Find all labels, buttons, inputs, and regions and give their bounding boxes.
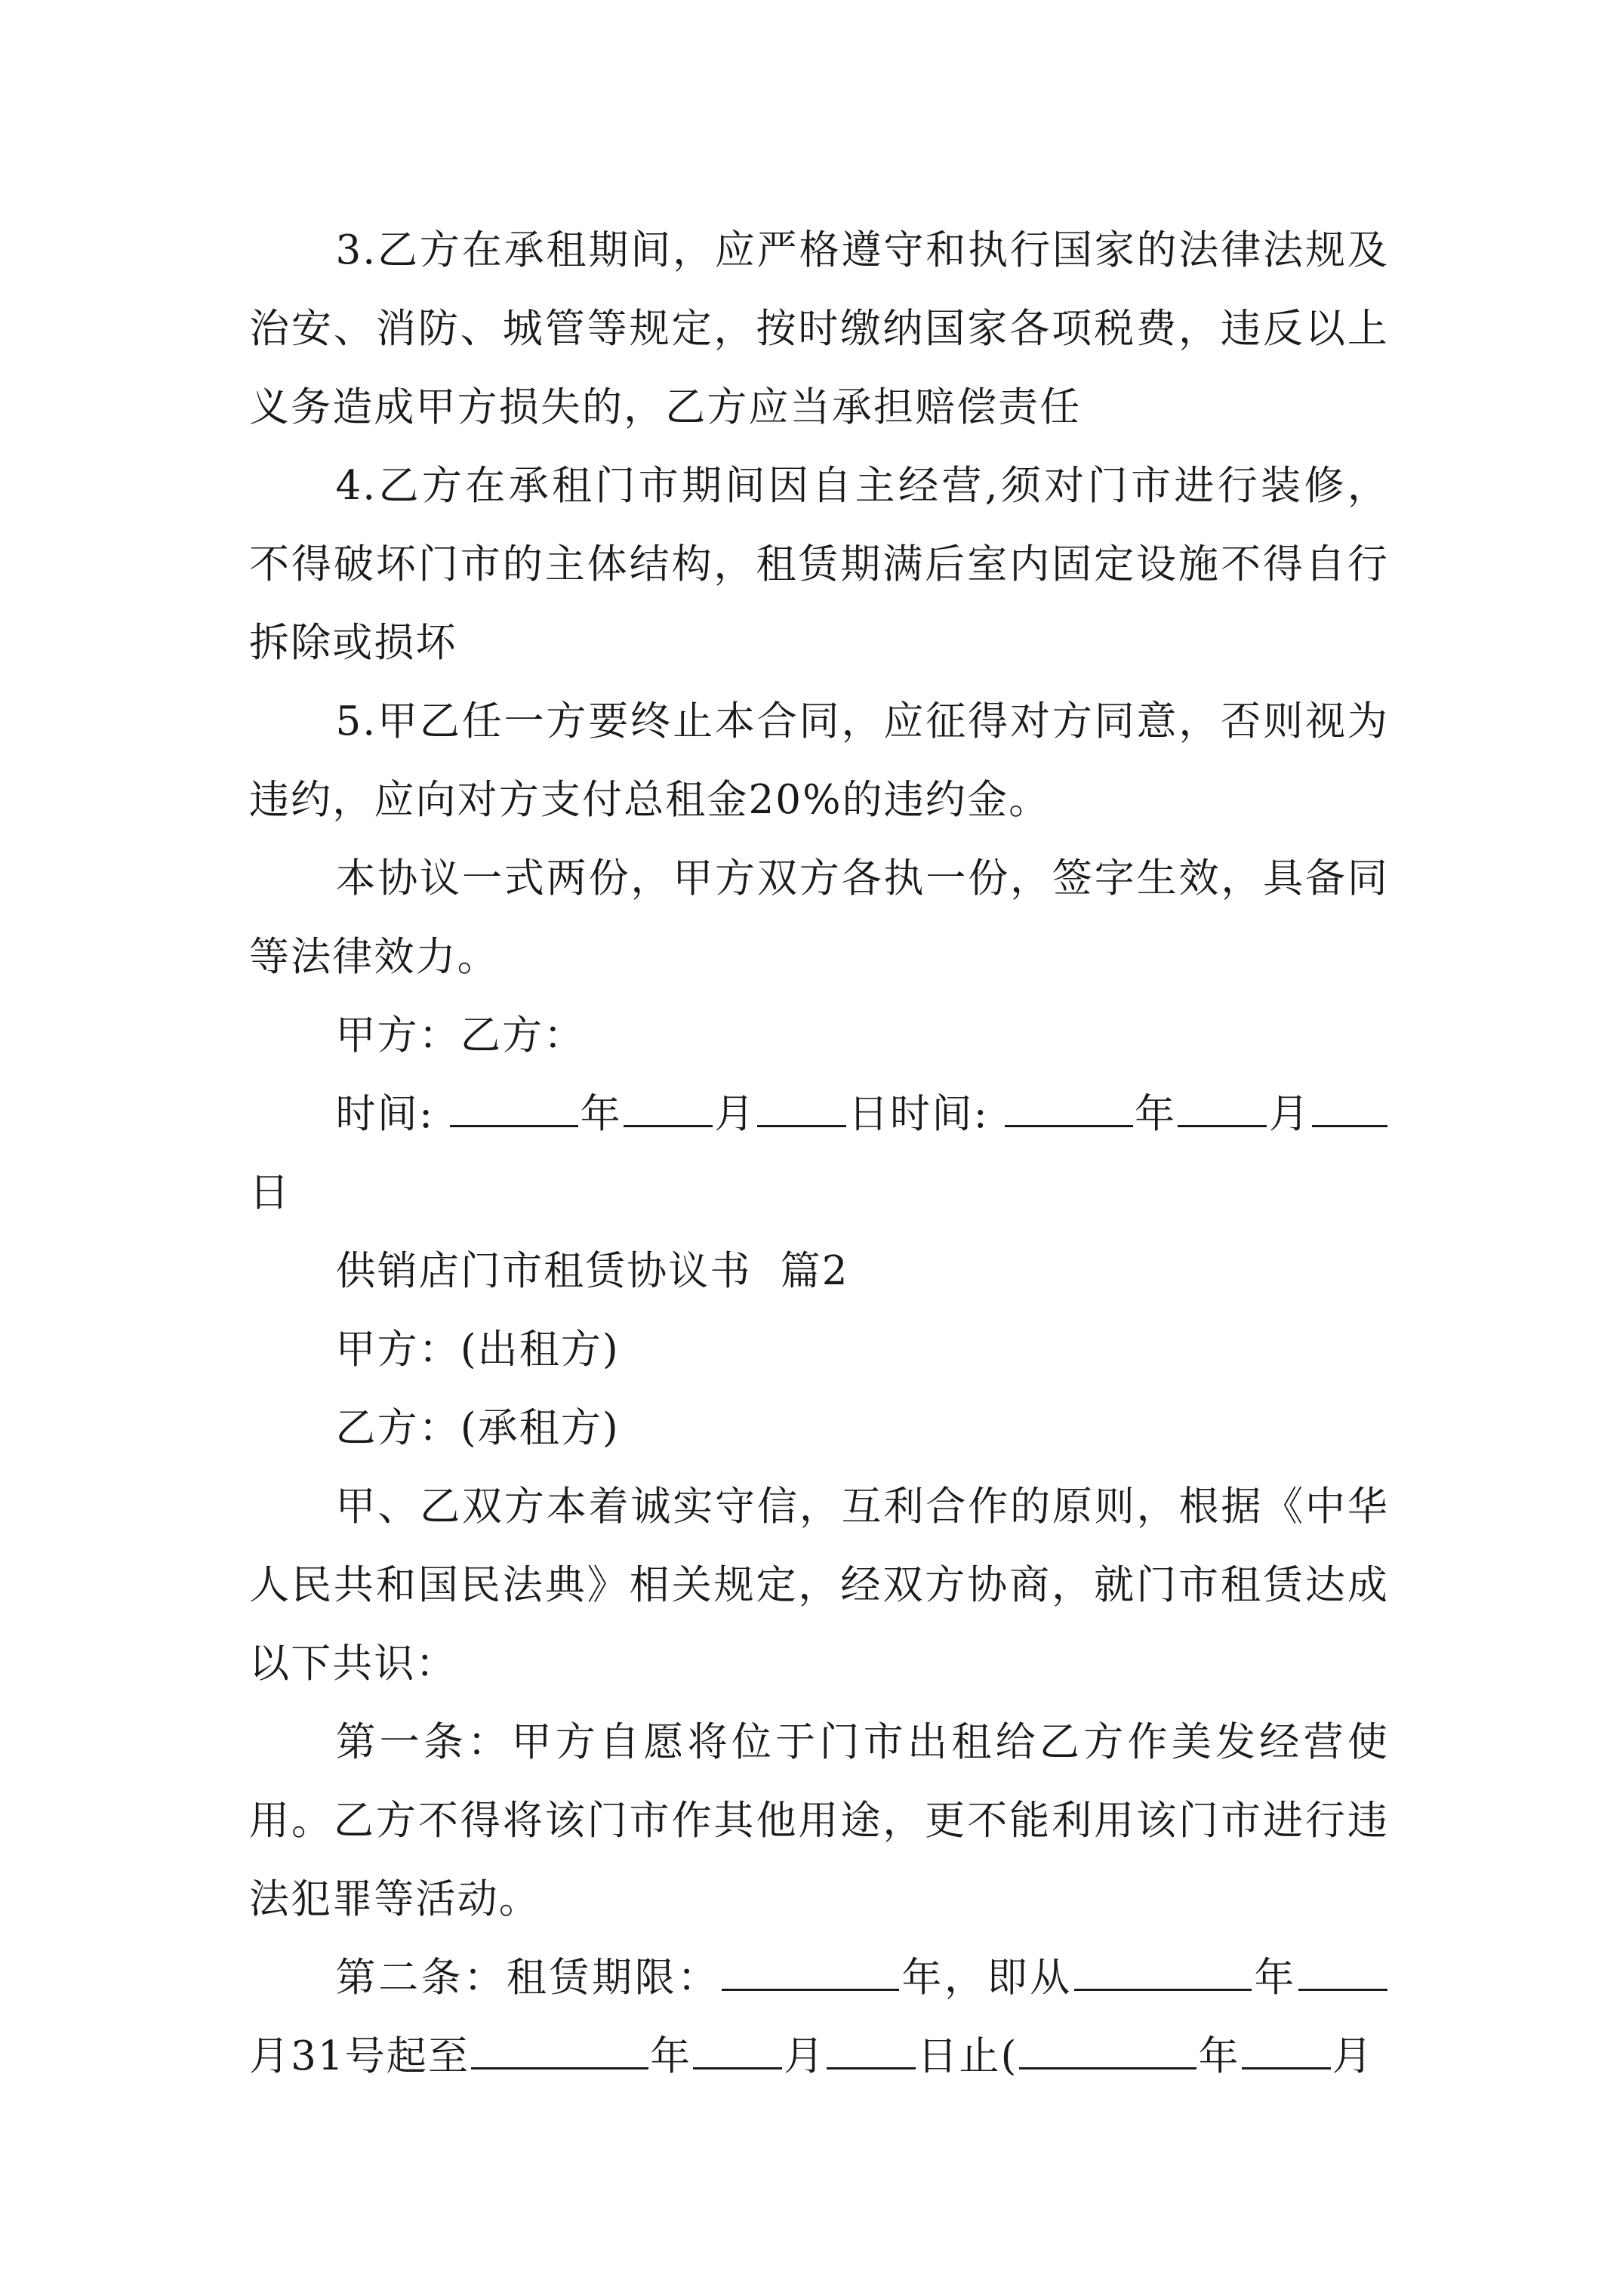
- blank-field: [722, 1951, 899, 1991]
- day-time-label: 日时间:: [848, 1091, 989, 1137]
- article-2: [249, 1939, 1389, 2096]
- blank-field: [471, 2029, 648, 2069]
- article-2-text: 年: [650, 2033, 692, 2079]
- blank-field: [1005, 1087, 1133, 1127]
- article-2-text: 月: [1332, 2033, 1374, 2079]
- blank-field: [1178, 1087, 1267, 1127]
- article-2-text: 年，即从: [900, 1955, 1073, 2001]
- year-label-1: 年: [580, 1091, 622, 1137]
- signature-parties: 甲方：乙方：: [335, 1012, 586, 1059]
- article-2-text: 日止(: [917, 2033, 1018, 2079]
- article-2-text: 月31号起至: [249, 2033, 470, 2079]
- article-2-prefix: 第二条：租赁期限：: [335, 1955, 720, 2001]
- month-label-2: 月: [1268, 1091, 1311, 1137]
- article-2-text: 年: [1198, 2033, 1240, 2079]
- blank-field: [1242, 2029, 1331, 2069]
- blank-field: [757, 1087, 846, 1127]
- blank-field: [450, 1087, 578, 1127]
- article-1: 第一条：甲方自愿将位于门市出租给乙方作美发经营使用。乙方不得将该门市作其他用途，更不能利用该门市进行违法犯罪等活动。: [249, 1719, 1389, 1922]
- document-body: [249, 211, 1389, 2096]
- blank-field: [1298, 1951, 1387, 1991]
- party-b: 乙方：(承租方): [335, 1405, 620, 1451]
- blank-field: [624, 1087, 713, 1127]
- year-label-2: 年: [1134, 1091, 1177, 1137]
- blank-field: [827, 2029, 916, 2069]
- date-line: [249, 1075, 1389, 1232]
- section-title: 供销店门市租赁协议书 篇2: [335, 1248, 849, 1294]
- copies-clause: 本协议一式两份，甲方双方各执一份，签字生效，具备同等法律效力。: [249, 855, 1389, 980]
- day-label-2: 日: [249, 1170, 291, 1216]
- blank-field: [693, 2029, 782, 2069]
- blank-field: [1019, 2029, 1196, 2069]
- article-2-text: 月: [784, 2033, 826, 2079]
- clause-4: 4.乙方在承租门市期间因自主经营,须对门市进行装修，不得破坏门市的主体结构，租赁期满后室内固定设施不得自行拆除或损坏: [249, 463, 1389, 666]
- blank-field: [1312, 1087, 1387, 1127]
- intro-paragraph: 甲、乙双方本着诚实守信，互利合作的原则，根据《中华人民共和国民法典》相关规定，经双方协商，就门市租赁达成以下共识：: [249, 1484, 1389, 1687]
- party-a: 甲方：(出租方): [335, 1327, 620, 1373]
- blank-field: [1074, 1951, 1252, 1991]
- clause-5: 5.甲乙任一方要终止本合同，应征得对方同意，否则视为违约，应向对方支付总租金20%的违约金。: [249, 698, 1389, 823]
- date-label-1: 时间:: [335, 1091, 435, 1137]
- clause-3: 3.乙方在承租期间，应严格遵守和执行国家的法律法规及治安、消防、城管等规定，按时缴纳国家各项税费，违反以上义务造成甲方损失的，乙方应当承担赔偿责任: [249, 227, 1389, 430]
- month-label-1: 月: [713, 1091, 756, 1137]
- article-2-text: 年: [1252, 1955, 1297, 2001]
